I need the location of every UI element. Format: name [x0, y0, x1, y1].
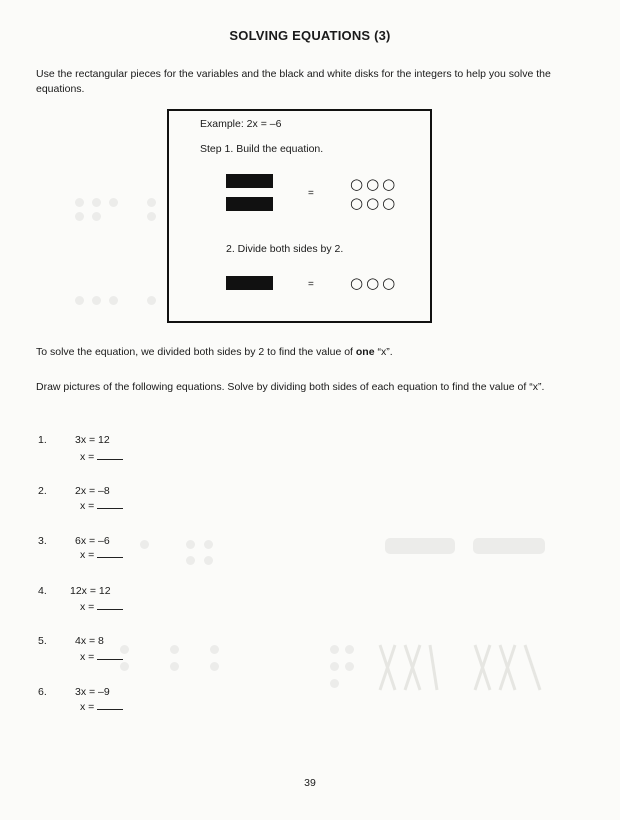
problem-equation: 3x = –9	[75, 686, 110, 698]
example-heading: Example: 2x = –6	[200, 118, 282, 130]
white-disks-row: ○○○	[350, 274, 399, 292]
answer-label: x =	[80, 701, 95, 713]
answer-label: x =	[80, 651, 95, 663]
problem-equation: 4x = 8	[75, 635, 104, 647]
bleed-through-vehicles	[385, 530, 555, 560]
variable-piece	[226, 174, 273, 188]
answer-line[interactable]	[80, 650, 123, 663]
problem-equation: 3x = 12	[75, 434, 110, 446]
answer-line[interactable]	[80, 600, 123, 613]
answer-label: x =	[80, 549, 95, 561]
conclusion-text-end: “x”.	[374, 346, 393, 358]
instructions-text: Draw pictures of the following equations. Solve by dividing both sides of each equation to find the value of “x”.	[36, 381, 545, 393]
problem-equation: 2x = –8	[75, 485, 110, 497]
answer-line[interactable]	[80, 700, 123, 713]
answer-line[interactable]	[80, 548, 123, 561]
answer-label: x =	[80, 601, 95, 613]
intro-text: Use the rectangular pieces for the variables and the black and white disks for the integers to help you solve the equations.	[36, 68, 551, 95]
white-disks-row: ○○○	[350, 175, 399, 193]
problem-number: 4.	[38, 585, 47, 597]
conclusion-bold-word: one	[355, 346, 375, 358]
problem-number: 6.	[38, 686, 47, 698]
conclusion-text-start: To solve the equation, we divided both sides by 2 to find the value of	[36, 346, 356, 358]
problem-number: 1.	[38, 434, 47, 446]
bleed-through-figures	[375, 640, 545, 696]
problem-number: 2.	[38, 485, 47, 497]
problem-number: 3.	[38, 535, 47, 547]
variable-piece	[226, 276, 273, 290]
equals-sign: =	[308, 279, 314, 290]
answer-line[interactable]	[80, 450, 123, 463]
page-number: 39	[304, 777, 316, 789]
problem-number: 5.	[38, 635, 47, 647]
example-step2: 2. Divide both sides by 2.	[226, 243, 344, 255]
problem-equation: 12x = 12	[70, 585, 111, 597]
answer-label: x =	[80, 451, 95, 463]
answer-line[interactable]	[80, 499, 123, 512]
example-step1: Step 1. Build the equation.	[200, 143, 324, 155]
white-disks-row: ○○○	[350, 194, 399, 212]
answer-label: x =	[80, 500, 95, 512]
problem-equation: 6x = –6	[75, 535, 110, 547]
variable-piece	[226, 197, 273, 211]
equals-sign: =	[308, 188, 314, 199]
page-title: SOLVING EQUATIONS (3)	[229, 28, 391, 43]
conclusion-text	[36, 345, 596, 360]
